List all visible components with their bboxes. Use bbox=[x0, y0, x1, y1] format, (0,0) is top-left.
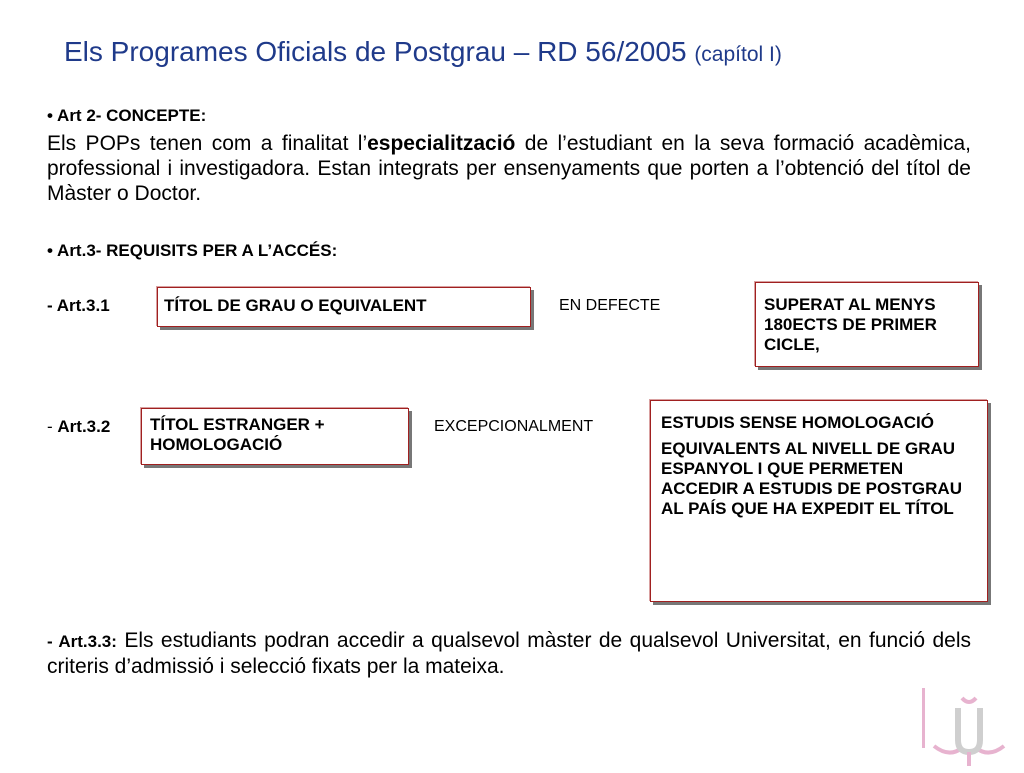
art31-alt-box bbox=[755, 282, 979, 367]
art2-text-a: Els POPs tenen com a finalitat l’ bbox=[47, 132, 368, 155]
art32-connector: EXCEPCIONALMENT bbox=[434, 418, 594, 435]
art31-alt-text: SUPERAT AL MENYS 180ECTS DE PRIMER CICLE, bbox=[764, 295, 937, 354]
university-logo-icon bbox=[914, 678, 1024, 768]
art3-heading: • Art.3- REQUISITS PER A L’ACCÉS: bbox=[47, 241, 338, 260]
title-sub: (capítol I) bbox=[694, 43, 782, 66]
art2-text-bold: especialització bbox=[367, 132, 516, 155]
art31-connector: EN DEFECTE bbox=[559, 297, 661, 314]
art32-alt-box bbox=[650, 400, 988, 602]
art33-text: Els estudiants podran accedir a qualsevol màster de qualsevol Universitat, en funció dels criteris d’admissió i selecció fixats per la mateixa. bbox=[47, 629, 971, 678]
art33-lead: - Art.3.3: bbox=[47, 632, 117, 651]
art32-dash: - bbox=[47, 417, 58, 436]
slide-title bbox=[64, 36, 782, 68]
art2-heading: • Art 2- CONCEPTE: bbox=[47, 106, 207, 125]
title-main: Els Programes Oficials de Postgrau – RD 56/2005 bbox=[64, 36, 687, 67]
art2-paragraph bbox=[47, 131, 971, 206]
art32-alt-text-2: EQUIVALENTS AL NIVELL DE GRAU ESPANYOL I QUE PERMETEN ACCEDIR A ESTUDIS DE POSTGRAU AL PAÍS QUE HA EXPEDIT EL TÍTOL bbox=[661, 439, 962, 518]
art32-box bbox=[141, 408, 409, 465]
art32-label bbox=[47, 417, 110, 437]
art31-label: - Art.3.1 bbox=[47, 296, 110, 315]
art33-paragraph bbox=[47, 628, 971, 679]
art31-box-text: TÍTOL DE GRAU O EQUIVALENT bbox=[164, 296, 427, 315]
art32-box-text: TÍTOL ESTRANGER + HOMOLOGACIÓ bbox=[150, 415, 325, 454]
art31-box bbox=[157, 287, 531, 327]
art32-label-text: Art.3.2 bbox=[57, 417, 111, 436]
art2-text-b: de l’estudiant en la seva formació acadèmica, professional i investigadora. Estan integrats per ensenyaments que porten a l’obtenció del títol de Màster o Doctor. bbox=[47, 132, 971, 205]
art32-alt-text-1: ESTUDIS SENSE HOMOLOGACIÓ bbox=[661, 413, 934, 432]
